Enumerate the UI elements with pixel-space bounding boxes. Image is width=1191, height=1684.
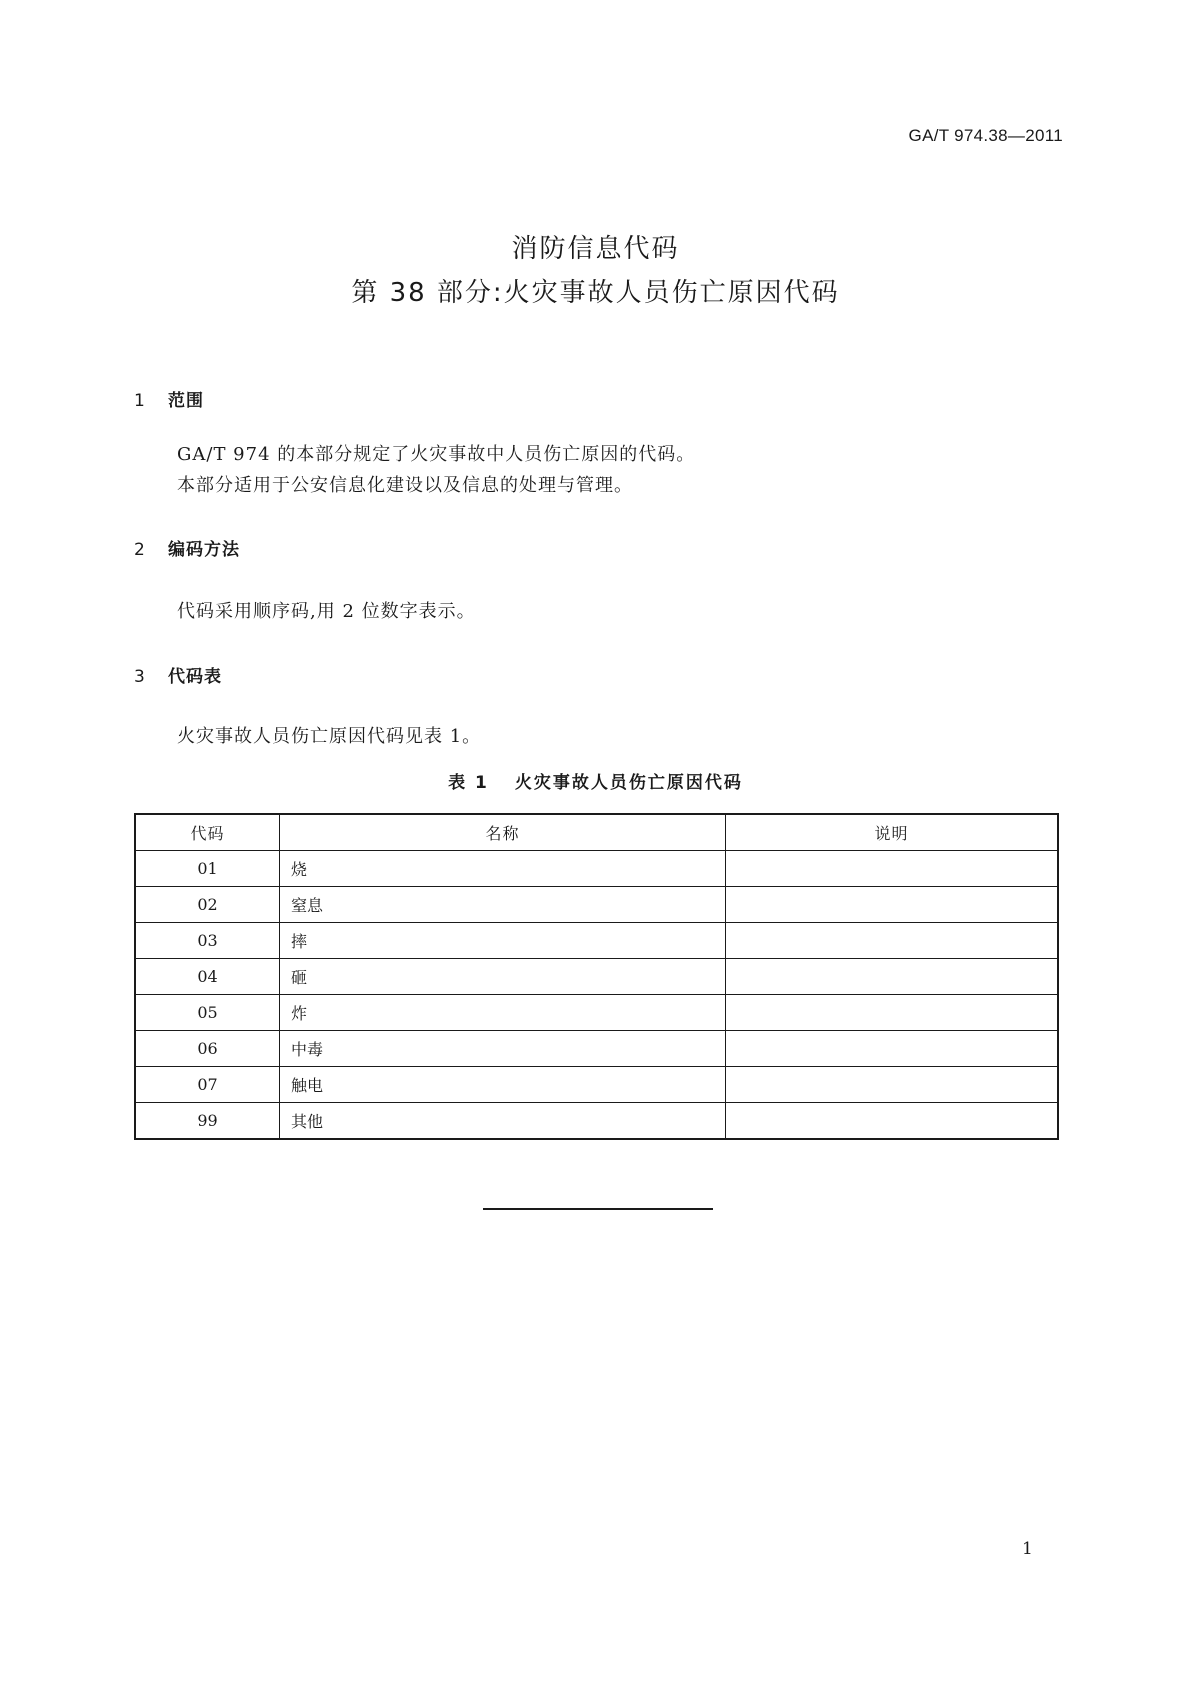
- cell-name: 其他: [280, 1103, 726, 1140]
- cell-code: 07: [135, 1067, 280, 1103]
- table-row: [135, 1031, 1058, 1067]
- cell-code: 04: [135, 959, 280, 995]
- paragraph: GA/T 974 的本部分规定了火灾事故中人员伤亡原因的代码。: [177, 444, 696, 465]
- section-heading-coding-method: [134, 535, 240, 560]
- section-title: 编码方法: [168, 540, 240, 560]
- cell-name: 砸: [280, 959, 726, 995]
- table-caption-number: 表 1: [448, 773, 489, 793]
- cell-description: [726, 923, 1059, 959]
- cell-code: 03: [135, 923, 280, 959]
- cell-description: [726, 1103, 1059, 1140]
- page-number: 1: [1022, 1539, 1033, 1559]
- cell-description: [726, 959, 1059, 995]
- section-number: 2: [134, 540, 146, 560]
- paragraph: 代码采用顺序码,用 2 位数字表示。: [177, 601, 476, 622]
- table-row: [135, 923, 1058, 959]
- table-header-row: [135, 814, 1058, 851]
- paragraph: 本部分适用于公安信息化建设以及信息的处理与管理。: [177, 475, 633, 496]
- table-row: [135, 995, 1058, 1031]
- section-heading-code-table: [134, 662, 222, 687]
- cell-description: [726, 995, 1059, 1031]
- header-code: 代码: [135, 814, 280, 851]
- section-title: 范围: [168, 391, 204, 411]
- table-row: [135, 1103, 1058, 1140]
- table-caption: [0, 768, 1191, 793]
- table-row: [135, 959, 1058, 995]
- header-name: 名称: [280, 814, 726, 851]
- cell-code: 06: [135, 1031, 280, 1067]
- section-title: 代码表: [168, 667, 222, 687]
- cell-name: 烧: [280, 851, 726, 887]
- end-of-document-rule: [483, 1208, 713, 1210]
- table-caption-title: 火灾事故人员伤亡原因代码: [514, 773, 743, 793]
- document-title: 消防信息代码: [511, 234, 680, 264]
- cell-name: 中毒: [280, 1031, 726, 1067]
- section-number: 3: [134, 667, 146, 687]
- cell-code: 02: [135, 887, 280, 923]
- cell-code: 99: [135, 1103, 280, 1140]
- cell-name: 触电: [280, 1067, 726, 1103]
- cell-name: 窒息: [280, 887, 726, 923]
- cell-description: [726, 851, 1059, 887]
- table-row: [135, 887, 1058, 923]
- table-row: [135, 1067, 1058, 1103]
- section-heading-scope: [134, 386, 204, 411]
- standard-code: GA/T 974.38—2011: [908, 126, 1063, 145]
- document-subtitle: 第 38 部分:火灾事故人员伤亡原因代码: [351, 278, 840, 308]
- cell-name: 炸: [280, 995, 726, 1031]
- table-row: [135, 851, 1058, 887]
- cell-description: [726, 1067, 1059, 1103]
- cell-name: 摔: [280, 923, 726, 959]
- header-description: 说明: [726, 814, 1059, 851]
- paragraph: 火灾事故人员伤亡原因代码见表 1。: [177, 726, 482, 747]
- cell-code: 05: [135, 995, 280, 1031]
- cell-description: [726, 1031, 1059, 1067]
- cause-code-table: [134, 813, 1059, 1140]
- section-number: 1: [134, 391, 146, 411]
- cell-code: 01: [135, 851, 280, 887]
- cell-description: [726, 887, 1059, 923]
